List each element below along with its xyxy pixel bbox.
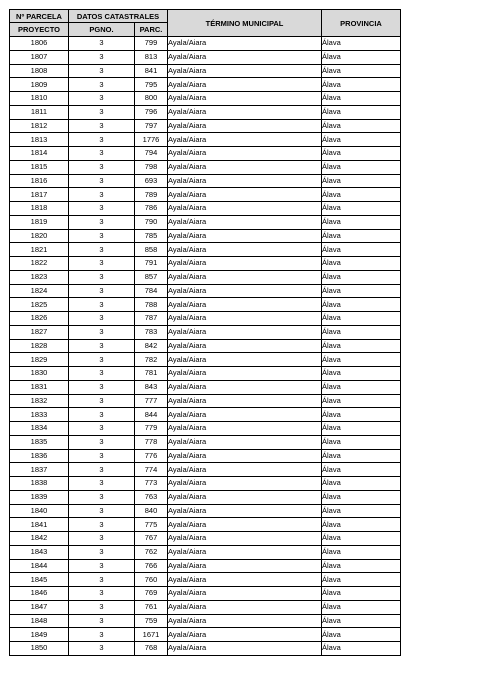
termino-cell: Ayala/Aiara [168, 463, 322, 477]
provincia-cell: Álava [322, 119, 401, 133]
pgno-cell: 3 [69, 64, 135, 78]
pgno-cell: 3 [69, 614, 135, 628]
termino-cell: Ayala/Aiara [168, 353, 322, 367]
parc-cell: 769 [135, 587, 168, 601]
parc-cell: 785 [135, 229, 168, 243]
header-termino-municipal: TÉRMINO MUNICIPAL [168, 10, 322, 37]
table-row [10, 105, 401, 119]
parc-cell: 788 [135, 298, 168, 312]
parc-cell: 794 [135, 147, 168, 161]
proyecto-cell: 1808 [10, 64, 69, 78]
termino-cell: Ayala/Aiara [168, 270, 322, 284]
provincia-cell: Álava [322, 64, 401, 78]
provincia-cell: Álava [322, 270, 401, 284]
proyecto-cell: 1836 [10, 449, 69, 463]
provincia-cell: Álava [322, 367, 401, 381]
table-row [10, 325, 401, 339]
header-parc: PARC. [135, 23, 168, 37]
pgno-cell: 3 [69, 298, 135, 312]
termino-cell: Ayala/Aiara [168, 449, 322, 463]
table-row [10, 215, 401, 229]
provincia-cell: Álava [322, 78, 401, 92]
table-row [10, 642, 401, 656]
proyecto-cell: 1846 [10, 587, 69, 601]
pgno-cell: 3 [69, 435, 135, 449]
parc-cell: 766 [135, 559, 168, 573]
table-row [10, 408, 401, 422]
provincia-cell: Álava [322, 105, 401, 119]
pgno-cell: 3 [69, 119, 135, 133]
termino-cell: Ayala/Aiara [168, 339, 322, 353]
table-row [10, 270, 401, 284]
pgno-cell: 3 [69, 587, 135, 601]
pgno-cell: 3 [69, 545, 135, 559]
parc-cell: 798 [135, 160, 168, 174]
termino-cell: Ayala/Aiara [168, 518, 322, 532]
parc-cell: 759 [135, 614, 168, 628]
provincia-cell: Álava [322, 160, 401, 174]
table-row [10, 449, 401, 463]
termino-cell: Ayala/Aiara [168, 312, 322, 326]
header-parcela: Nº PARCELA [10, 10, 69, 23]
provincia-cell: Álava [322, 229, 401, 243]
proyecto-cell: 1819 [10, 215, 69, 229]
parc-cell: 791 [135, 257, 168, 271]
proyecto-cell: 1832 [10, 394, 69, 408]
table-row [10, 367, 401, 381]
table-row [10, 422, 401, 436]
parc-cell: 778 [135, 435, 168, 449]
proyecto-cell: 1816 [10, 174, 69, 188]
parc-cell: 1671 [135, 628, 168, 642]
termino-cell: Ayala/Aiara [168, 174, 322, 188]
pgno-cell: 3 [69, 504, 135, 518]
parc-cell: 760 [135, 573, 168, 587]
pgno-cell: 3 [69, 312, 135, 326]
table-row [10, 119, 401, 133]
pgno-cell: 3 [69, 463, 135, 477]
pgno-cell: 3 [69, 78, 135, 92]
proyecto-cell: 1820 [10, 229, 69, 243]
pgno-cell: 3 [69, 215, 135, 229]
table-body [10, 37, 401, 656]
table-row [10, 147, 401, 161]
proyecto-cell: 1815 [10, 160, 69, 174]
termino-cell: Ayala/Aiara [168, 64, 322, 78]
provincia-cell: Álava [322, 435, 401, 449]
proyecto-cell: 1817 [10, 188, 69, 202]
termino-cell: Ayala/Aiara [168, 628, 322, 642]
parc-cell: 858 [135, 243, 168, 257]
table-row [10, 174, 401, 188]
termino-cell: Ayala/Aiara [168, 298, 322, 312]
provincia-cell: Álava [322, 339, 401, 353]
proyecto-cell: 1825 [10, 298, 69, 312]
table-row [10, 463, 401, 477]
proyecto-cell: 1839 [10, 490, 69, 504]
table-row [10, 353, 401, 367]
table-row [10, 64, 401, 78]
proyecto-cell: 1835 [10, 435, 69, 449]
provincia-cell: Álava [322, 50, 401, 64]
termino-cell: Ayala/Aiara [168, 119, 322, 133]
pgno-cell: 3 [69, 380, 135, 394]
parc-cell: 843 [135, 380, 168, 394]
parc-cell: 768 [135, 642, 168, 656]
pgno-cell: 3 [69, 573, 135, 587]
provincia-cell: Álava [322, 147, 401, 161]
proyecto-cell: 1844 [10, 559, 69, 573]
parc-cell: 844 [135, 408, 168, 422]
provincia-cell: Álava [322, 642, 401, 656]
termino-cell: Ayala/Aiara [168, 394, 322, 408]
pgno-cell: 3 [69, 174, 135, 188]
provincia-cell: Álava [322, 504, 401, 518]
pgno-cell: 3 [69, 92, 135, 106]
termino-cell: Ayala/Aiara [168, 435, 322, 449]
pgno-cell: 3 [69, 50, 135, 64]
parc-cell: 783 [135, 325, 168, 339]
proyecto-cell: 1843 [10, 545, 69, 559]
provincia-cell: Álava [322, 518, 401, 532]
table-row [10, 380, 401, 394]
pgno-cell: 3 [69, 339, 135, 353]
parc-cell: 797 [135, 119, 168, 133]
table-row [10, 532, 401, 546]
termino-cell: Ayala/Aiara [168, 408, 322, 422]
table-row [10, 490, 401, 504]
proyecto-cell: 1827 [10, 325, 69, 339]
termino-cell: Ayala/Aiara [168, 147, 322, 161]
proyecto-cell: 1840 [10, 504, 69, 518]
provincia-cell: Álava [322, 394, 401, 408]
pgno-cell: 3 [69, 642, 135, 656]
table-row [10, 587, 401, 601]
provincia-cell: Álava [322, 449, 401, 463]
termino-cell: Ayala/Aiara [168, 367, 322, 381]
proyecto-cell: 1847 [10, 600, 69, 614]
termino-cell: Ayala/Aiara [168, 133, 322, 147]
termino-cell: Ayala/Aiara [168, 160, 322, 174]
provincia-cell: Álava [322, 463, 401, 477]
termino-cell: Ayala/Aiara [168, 477, 322, 491]
table-row [10, 339, 401, 353]
header-proyecto: PROYECTO [10, 23, 69, 37]
parc-cell: 799 [135, 37, 168, 51]
table-header [10, 10, 401, 37]
termino-cell: Ayala/Aiara [168, 284, 322, 298]
pgno-cell: 3 [69, 105, 135, 119]
proyecto-cell: 1849 [10, 628, 69, 642]
provincia-cell: Álava [322, 408, 401, 422]
proyecto-cell: 1831 [10, 380, 69, 394]
pgno-cell: 3 [69, 37, 135, 51]
pgno-cell: 3 [69, 408, 135, 422]
table-row [10, 229, 401, 243]
proyecto-cell: 1824 [10, 284, 69, 298]
table-row [10, 600, 401, 614]
pgno-cell: 3 [69, 600, 135, 614]
provincia-cell: Álava [322, 422, 401, 436]
termino-cell: Ayala/Aiara [168, 78, 322, 92]
provincia-cell: Álava [322, 312, 401, 326]
parc-cell: 784 [135, 284, 168, 298]
proyecto-cell: 1845 [10, 573, 69, 587]
table-row [10, 573, 401, 587]
table-row [10, 37, 401, 51]
parc-cell: 840 [135, 504, 168, 518]
proyecto-cell: 1833 [10, 408, 69, 422]
table-row [10, 628, 401, 642]
termino-cell: Ayala/Aiara [168, 188, 322, 202]
provincia-cell: Álava [322, 92, 401, 106]
proyecto-cell: 1823 [10, 270, 69, 284]
provincia-cell: Álava [322, 477, 401, 491]
parc-cell: 779 [135, 422, 168, 436]
parc-cell: 782 [135, 353, 168, 367]
proyecto-cell: 1818 [10, 202, 69, 216]
pgno-cell: 3 [69, 147, 135, 161]
pgno-cell: 3 [69, 422, 135, 436]
pgno-cell: 3 [69, 367, 135, 381]
proyecto-cell: 1811 [10, 105, 69, 119]
pgno-cell: 3 [69, 257, 135, 271]
provincia-cell: Álava [322, 573, 401, 587]
parc-cell: 857 [135, 270, 168, 284]
provincia-cell: Álava [322, 174, 401, 188]
pgno-cell: 3 [69, 243, 135, 257]
proyecto-cell: 1829 [10, 353, 69, 367]
provincia-cell: Álava [322, 353, 401, 367]
termino-cell: Ayala/Aiara [168, 325, 322, 339]
pgno-cell: 3 [69, 490, 135, 504]
proyecto-cell: 1807 [10, 50, 69, 64]
parc-cell: 800 [135, 92, 168, 106]
pgno-cell: 3 [69, 477, 135, 491]
provincia-cell: Álava [322, 37, 401, 51]
provincia-cell: Álava [322, 284, 401, 298]
pgno-cell: 3 [69, 160, 135, 174]
pgno-cell: 3 [69, 628, 135, 642]
proyecto-cell: 1848 [10, 614, 69, 628]
termino-cell: Ayala/Aiara [168, 215, 322, 229]
proyecto-cell: 1810 [10, 92, 69, 106]
termino-cell: Ayala/Aiara [168, 545, 322, 559]
proyecto-cell: 1828 [10, 339, 69, 353]
proyecto-cell: 1822 [10, 257, 69, 271]
provincia-cell: Álava [322, 215, 401, 229]
pgno-cell: 3 [69, 188, 135, 202]
table-row [10, 160, 401, 174]
termino-cell: Ayala/Aiara [168, 573, 322, 587]
termino-cell: Ayala/Aiara [168, 202, 322, 216]
parc-cell: 777 [135, 394, 168, 408]
provincia-cell: Álava [322, 202, 401, 216]
pgno-cell: 3 [69, 229, 135, 243]
termino-cell: Ayala/Aiara [168, 37, 322, 51]
provincia-cell: Álava [322, 600, 401, 614]
provincia-cell: Álava [322, 545, 401, 559]
proyecto-cell: 1813 [10, 133, 69, 147]
pgno-cell: 3 [69, 325, 135, 339]
proyecto-cell: 1812 [10, 119, 69, 133]
termino-cell: Ayala/Aiara [168, 92, 322, 106]
parc-cell: 786 [135, 202, 168, 216]
table-row [10, 504, 401, 518]
provincia-cell: Álava [322, 133, 401, 147]
termino-cell: Ayala/Aiara [168, 532, 322, 546]
proyecto-cell: 1809 [10, 78, 69, 92]
provincia-cell: Álava [322, 380, 401, 394]
pgno-cell: 3 [69, 353, 135, 367]
termino-cell: Ayala/Aiara [168, 243, 322, 257]
table-row [10, 298, 401, 312]
header-datos-catastrales: DATOS CATASTRALES [69, 10, 168, 23]
parc-cell: 767 [135, 532, 168, 546]
provincia-cell: Álava [322, 298, 401, 312]
provincia-cell: Álava [322, 532, 401, 546]
provincia-cell: Álava [322, 614, 401, 628]
table-row [10, 92, 401, 106]
parc-cell: 776 [135, 449, 168, 463]
termino-cell: Ayala/Aiara [168, 257, 322, 271]
termino-cell: Ayala/Aiara [168, 642, 322, 656]
pgno-cell: 3 [69, 133, 135, 147]
parc-cell: 762 [135, 545, 168, 559]
parc-cell: 795 [135, 78, 168, 92]
provincia-cell: Álava [322, 257, 401, 271]
table-row [10, 518, 401, 532]
proyecto-cell: 1806 [10, 37, 69, 51]
termino-cell: Ayala/Aiara [168, 50, 322, 64]
proyecto-cell: 1850 [10, 642, 69, 656]
table-row [10, 188, 401, 202]
pgno-cell: 3 [69, 518, 135, 532]
parc-cell: 1776 [135, 133, 168, 147]
termino-cell: Ayala/Aiara [168, 229, 322, 243]
pgno-cell: 3 [69, 394, 135, 408]
table-row [10, 50, 401, 64]
termino-cell: Ayala/Aiara [168, 380, 322, 394]
provincia-cell: Álava [322, 628, 401, 642]
table-row [10, 202, 401, 216]
provincia-cell: Álava [322, 559, 401, 573]
provincia-cell: Álava [322, 490, 401, 504]
parc-cell: 789 [135, 188, 168, 202]
pgno-cell: 3 [69, 284, 135, 298]
parc-cell: 774 [135, 463, 168, 477]
proyecto-cell: 1821 [10, 243, 69, 257]
proyecto-cell: 1842 [10, 532, 69, 546]
header-provincia: PROVINCIA [322, 10, 401, 37]
proyecto-cell: 1834 [10, 422, 69, 436]
pgno-cell: 3 [69, 270, 135, 284]
termino-cell: Ayala/Aiara [168, 504, 322, 518]
proyecto-cell: 1830 [10, 367, 69, 381]
parc-cell: 775 [135, 518, 168, 532]
proyecto-cell: 1838 [10, 477, 69, 491]
header-pgno: PGNO. [69, 23, 135, 37]
table-row [10, 133, 401, 147]
provincia-cell: Álava [322, 587, 401, 601]
proyecto-cell: 1837 [10, 463, 69, 477]
parc-cell: 787 [135, 312, 168, 326]
table-row [10, 614, 401, 628]
provincia-cell: Álava [322, 188, 401, 202]
table-row [10, 477, 401, 491]
parc-cell: 813 [135, 50, 168, 64]
table-row [10, 394, 401, 408]
parc-cell: 693 [135, 174, 168, 188]
parc-cell: 763 [135, 490, 168, 504]
parc-cell: 842 [135, 339, 168, 353]
pgno-cell: 3 [69, 532, 135, 546]
parc-cell: 790 [135, 215, 168, 229]
table-row [10, 312, 401, 326]
provincia-cell: Álava [322, 243, 401, 257]
parcel-table [9, 9, 401, 656]
parc-cell: 781 [135, 367, 168, 381]
table-row [10, 559, 401, 573]
parc-cell: 761 [135, 600, 168, 614]
pgno-cell: 3 [69, 559, 135, 573]
table-row [10, 545, 401, 559]
termino-cell: Ayala/Aiara [168, 587, 322, 601]
proyecto-cell: 1814 [10, 147, 69, 161]
proyecto-cell: 1826 [10, 312, 69, 326]
termino-cell: Ayala/Aiara [168, 422, 322, 436]
table-row [10, 257, 401, 271]
table-row [10, 243, 401, 257]
pgno-cell: 3 [69, 449, 135, 463]
table-row [10, 284, 401, 298]
provincia-cell: Álava [322, 325, 401, 339]
proyecto-cell: 1841 [10, 518, 69, 532]
table-row [10, 78, 401, 92]
parc-cell: 841 [135, 64, 168, 78]
termino-cell: Ayala/Aiara [168, 559, 322, 573]
pgno-cell: 3 [69, 202, 135, 216]
termino-cell: Ayala/Aiara [168, 614, 322, 628]
termino-cell: Ayala/Aiara [168, 105, 322, 119]
termino-cell: Ayala/Aiara [168, 600, 322, 614]
parc-cell: 773 [135, 477, 168, 491]
table-row [10, 435, 401, 449]
termino-cell: Ayala/Aiara [168, 490, 322, 504]
parc-cell: 796 [135, 105, 168, 119]
